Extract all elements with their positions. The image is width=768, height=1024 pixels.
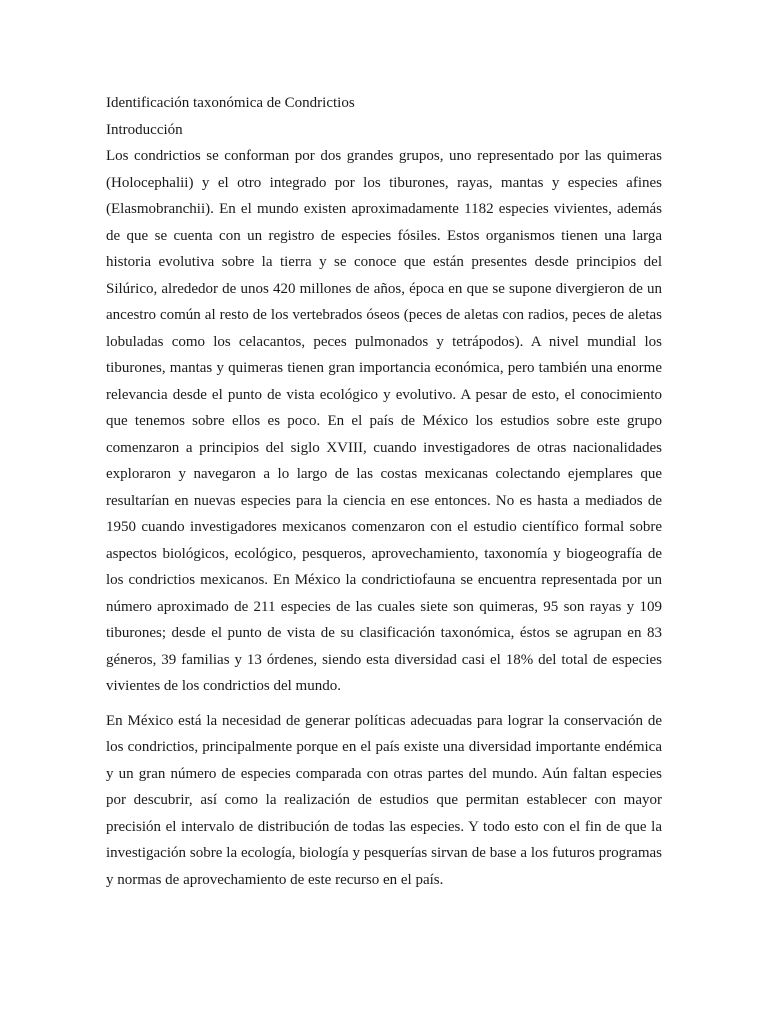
- document-title: Identificación taxonómica de Condrictios: [106, 95, 355, 111]
- document-body: [106, 90, 662, 893]
- paragraph-1: Los condrictios se conforman por dos grandes grupos, uno representado por las quimeras (Holocephalii) y el otro integrado por los tiburones, rayas, mantas y especies afines (Elasmobranchii). En el mundo existen aproximadamente 1182 especies vivientes, además de que se cuenta con un registro de especies fósiles. Estos organismos tienen una larga historia evolutiva sobre la tierra y se conoce que están presentes desde principios del Silúrico, alrededor de unos 420 millones de años, época en que se supone divergieron de un ancestro común al resto de los vertebrados óseos (peces de aletas con radios, peces de aletas lobuladas como los celacantos, peces pulmonados y tetrápodos). A nivel mundial los tiburones, mantas y quimeras tienen gran importancia económica, pero también una enorme relevancia desde el punto de vista ecológico y evolutivo. A pesar de esto, el conocimiento que tenemos sobre ellos es poco. En el país de México los estudios sobre este grupo comenzaron a principios del siglo XVIII, cuando investigadores de otras nacionalidades exploraron y navegaron a lo largo de las costas mexicanas colectando ejemplares que resultarían en nuevas especies para la ciencia en ese entonces. No es hasta a mediados de 1950 cuando investigadores mexicanos comenzaron con el estudio científico formal sobre aspectos biológicos, ecológico, pesqueros, aprovechamiento, taxonomía y biogeografía de los condrictios mexicanos. En México la condrictiofauna se encuentra representada por un número aproximado de 211 especies de las cuales siete son quimeras, 95 son rayas y 109 tiburones; desde el punto de vista de su clasificación taxonómica, éstos se agrupan en 83 géneros, 39 familias y 13 órdenes, siendo esta diversidad casi el 18% del total de especies vivientes de los condrictios del mundo.: [106, 148, 662, 694]
- section-heading: Introducción: [106, 121, 183, 138]
- paragraph-2: En México está la necesidad de generar políticas adecuadas para lograr la conservación de los condrictios, principalmente porque en el país existe una diversidad importante endémica y un gran número de especies comparada con otras partes del mundo. Aún faltan especies por descubrir, así como la realización de estudios que permitan establecer con mayor precisión el intervalo de distribución de todas las especies. Y todo esto con el fin de que la investigación sobre la ecología, biología y pesquerías sirvan de base a los futuros programas y normas de aprovechamiento de este recurso en el país.: [106, 712, 662, 888]
